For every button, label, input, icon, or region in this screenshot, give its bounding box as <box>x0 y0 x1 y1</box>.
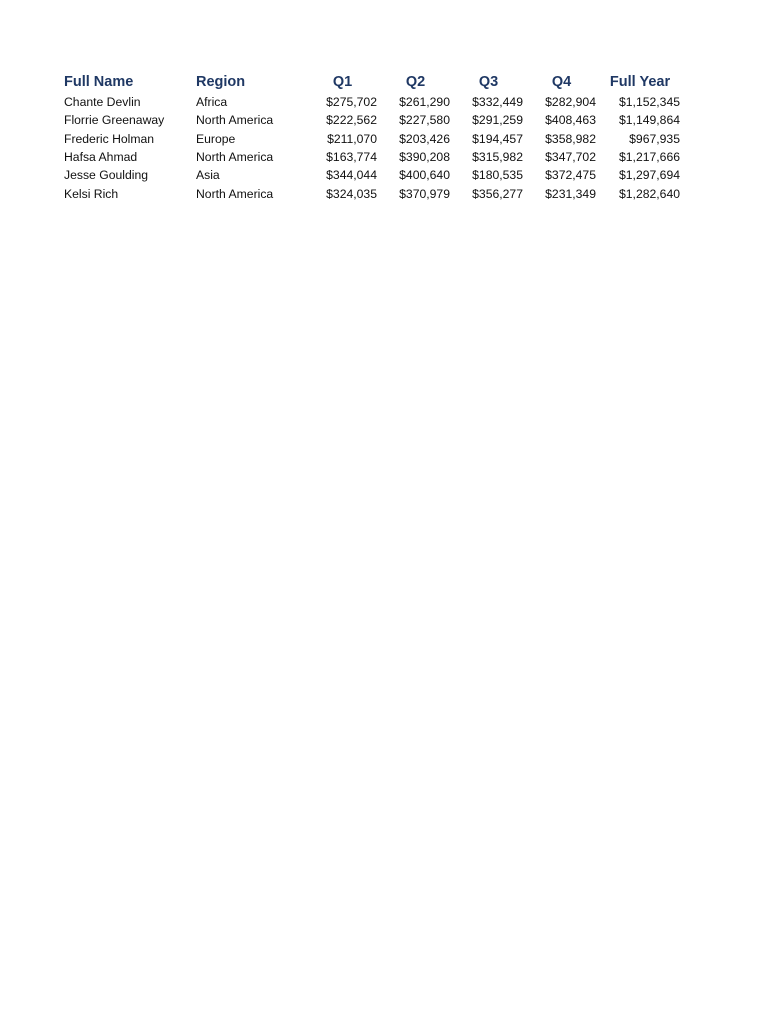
cell-q1: $324,035 <box>326 186 377 201</box>
cell-q2: $400,640 <box>399 168 450 183</box>
cell-q1: $344,044 <box>326 168 377 183</box>
header-full-name: Full Name <box>64 73 134 90</box>
sales-sheet <box>64 72 682 203</box>
table-row <box>64 166 682 184</box>
table-row <box>64 93 682 111</box>
table-row <box>64 111 682 129</box>
cell-full-name: Jesse Goulding <box>64 168 149 183</box>
cell-q2: $370,979 <box>399 186 450 201</box>
cell-q1: $222,562 <box>326 113 377 128</box>
cell-q2: $203,426 <box>399 131 450 146</box>
header-region: Region <box>196 73 246 90</box>
table-row <box>64 184 682 202</box>
cell-q1: $275,702 <box>326 95 377 110</box>
cell-region: Europe <box>196 131 236 146</box>
sales-table <box>64 72 682 203</box>
cell-q1: $163,774 <box>326 150 377 165</box>
header-q3: Q3 <box>478 73 499 90</box>
cell-q4: $372,475 <box>545 168 596 183</box>
cell-q3: $180,535 <box>472 168 523 183</box>
cell-q3: $332,449 <box>472 95 523 110</box>
header-q4: Q4 <box>551 73 572 90</box>
cell-region: North America <box>196 113 274 128</box>
cell-q2: $227,580 <box>399 113 450 128</box>
cell-q4: $231,349 <box>545 186 596 201</box>
cell-q3: $291,259 <box>472 113 523 128</box>
cell-q1: $211,070 <box>327 131 377 146</box>
cell-full-year: $1,217,666 <box>619 150 680 165</box>
cell-q2: $261,290 <box>399 95 450 110</box>
cell-q4: $358,982 <box>545 131 596 146</box>
cell-q3: $194,457 <box>472 131 523 146</box>
cell-q4: $282,904 <box>545 95 596 110</box>
cell-q4: $347,702 <box>545 150 596 165</box>
cell-q4: $408,463 <box>545 113 596 128</box>
cell-full-name: Chante Devlin <box>64 95 141 110</box>
cell-full-name: Kelsi Rich <box>64 186 119 201</box>
cell-full-year: $967,935 <box>629 131 680 146</box>
cell-full-year: $1,282,640 <box>619 186 680 201</box>
cell-region: Asia <box>196 168 220 183</box>
cell-region: Africa <box>196 95 228 110</box>
header-row <box>64 72 682 93</box>
cell-full-year: $1,149,864 <box>619 113 680 128</box>
table-row <box>64 148 682 166</box>
header-q2: Q2 <box>405 73 426 90</box>
header-full-year: Full Year <box>609 73 671 90</box>
cell-region: North America <box>196 186 274 201</box>
cell-full-name: Frederic Holman <box>64 131 155 146</box>
cell-q2: $390,208 <box>399 150 450 165</box>
cell-full-name: Florrie Greenaway <box>64 113 165 128</box>
cell-region: North America <box>196 150 274 165</box>
table-row <box>64 130 682 148</box>
cell-q3: $315,982 <box>472 150 523 165</box>
header-q1: Q1 <box>332 73 353 90</box>
cell-full-year: $1,152,345 <box>619 95 680 110</box>
cell-q3: $356,277 <box>472 186 523 201</box>
cell-full-year: $1,297,694 <box>619 168 680 183</box>
cell-full-name: Hafsa Ahmad <box>64 150 138 165</box>
